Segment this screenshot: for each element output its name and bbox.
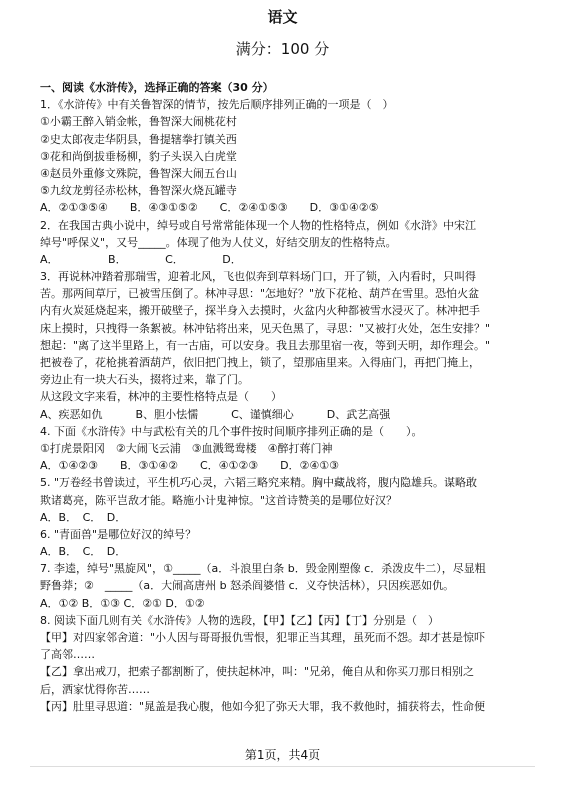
question-2-stem: 2．在我国古典小说中，绰号或自号常常能体现一个人物的性格特点，例如《水浒》中宋江 <box>40 218 476 232</box>
question-2-options: A． B． C． D． <box>40 252 242 266</box>
question-1-item: ③花和尚倒拔垂杨柳，豹子头误入白虎堂 <box>40 149 237 163</box>
question-8-excerpt: 【乙】拿出戒刀，把索子都割断了，使扶起林冲，叫："兄弟，俺自从和你买刀那日相别之 <box>40 665 475 679</box>
question-2-stem: 绰号"呼保义"，又号_____。体现了他为人仗义，好结交朋友的性格特点。 <box>40 235 397 249</box>
question-content <box>40 79 528 715</box>
question-3-passage: 旁边止有一块大石头，掇将过来，靠了门。 <box>40 373 249 387</box>
question-8-excerpt: 了高邻…… <box>40 648 95 662</box>
document-title: 语文 <box>267 8 298 26</box>
question-3-passage: 想起："离了这半里路上，有一古庙，可以安身。我且去那里宿一夜，等到天明，却作理会。" <box>40 338 491 352</box>
question-3-passage: 床上摸时，只拽得一条絮被。林冲钻将出来，见天色黑了，寻思："又被打火处，怎生安排？" <box>40 321 491 335</box>
section-heading: 一、阅读《水浒传》，选择正确的答案（30 分） <box>40 81 274 94</box>
question-1-item: ⑤九纹龙剪径赤松林，鲁智深火烧瓦罐寺 <box>40 184 237 198</box>
question-7-stem: 7. 李逵，绰号"黑旋风"，①_____（a．斗浪里白条 b．毁金刚塑像 c．杀泼皮牛二），尽显粗 <box>40 562 486 576</box>
question-4-stem: 4. 下面《水浒传》中与武松有关的几个事件按时间顺序排列正确的是（ ）。 <box>40 424 423 438</box>
score-line: 满分：100 分 <box>235 40 330 58</box>
question-1-item: ②史太郎夜走华阴县，鲁提辖拳打镇关西 <box>40 132 237 146</box>
question-8-excerpt: 【丙】肚里寻思道："晁盖是我心腹，他如今犯了弥天大罪，我不救他时，捕获将去，性命便 <box>40 699 486 713</box>
question-1-stem: 1．《水浒传》中有关鲁智深的情节，按先后顺序排列正确的一项是（ ） <box>40 98 394 112</box>
question-1-item: ①小霸王醉入销金帐，鲁智深大闹桃花村 <box>40 115 237 129</box>
footer-divider <box>30 766 535 767</box>
question-7-stem: 野鲁莽；② _____（a．大闹高唐州 b 怒杀阎婆惜 c．义夺快活林），只因疾恶如仇。 <box>40 579 455 593</box>
question-4-options: A．①④②③ B．③①④② C．④①②③ D．②④①③ <box>40 459 340 473</box>
question-1-item: ④赵员外重修文殊院，鲁智深大闹五台山 <box>40 166 237 180</box>
question-8-stem: 8. 阅读下面几则有关《水浒传》人物的选段，【甲】【乙】【丙】【丁】分别是（ ） <box>40 613 439 627</box>
question-1-options: A．②①③⑤④ B．④③①⑤② C．②④①⑤③ D．③①④②⑤ <box>40 201 379 215</box>
question-4-items: ①打虎景阳冈 ②大闹飞云浦 ③血溅鸳鸯楼 ④醉打蒋门神 <box>40 441 333 455</box>
question-3-options: A、疾恶如仇 B、胆小怯懦 C、谨慎细心 D、武艺高强 <box>40 407 391 421</box>
question-6-options: A．B． C． D． <box>40 545 127 559</box>
question-7-options: A．①② B．①③ C．②① D．①② <box>40 596 205 610</box>
question-3-passage: 内有火炭延烧起来，搬开破壁子，探半身入去摸时，火盆内火种都被雪水浸灭了。林冲把手 <box>40 304 480 318</box>
question-5-stem: 欺诸葛亮，陈平岂敌才能。略施小计鬼神惊。"这首诗赞美的是哪位好汉？ <box>40 493 398 507</box>
question-3-passage: 3．再说林冲踏着那瑞雪，迎着北风，飞也似奔到草料场门口，开了锁，入内看时，只叫得 <box>40 270 476 284</box>
question-5-options: A．B． C． D． <box>40 510 127 524</box>
page-footer: 第1页，共4页 <box>244 748 321 762</box>
question-8-excerpt: 后，洒家忧得你苦…… <box>40 682 150 696</box>
question-6-stem: 6. "青面兽"是哪位好汉的绰号？ <box>40 527 197 541</box>
question-3-passage: 苦。那两间草厅，已被雪压倒了。林冲寻思："怎地好？"放下花枪、葫芦在雪里。恐怕火盆 <box>40 287 480 301</box>
question-3-passage: 把被卷了，花枪挑着酒葫芦，依旧把门拽上，锁了，望那庙里来。入得庙门，再把门掩上， <box>40 356 480 369</box>
question-8-excerpt: 【甲】对四家邻舍道："小人因与哥哥报仇雪恨，犯罪正当其理，虽死而不怨。却才甚是惊吓 <box>40 631 486 644</box>
question-3-stem: 从这段文字来看，林冲的主要性格特点是（ ） <box>40 390 282 404</box>
question-5-stem: 5. "万卷经书曾读过，平生机巧心灵，六韬三略究来精。胸中藏战将，腹内隐雄兵。谋略敢 <box>40 476 478 490</box>
